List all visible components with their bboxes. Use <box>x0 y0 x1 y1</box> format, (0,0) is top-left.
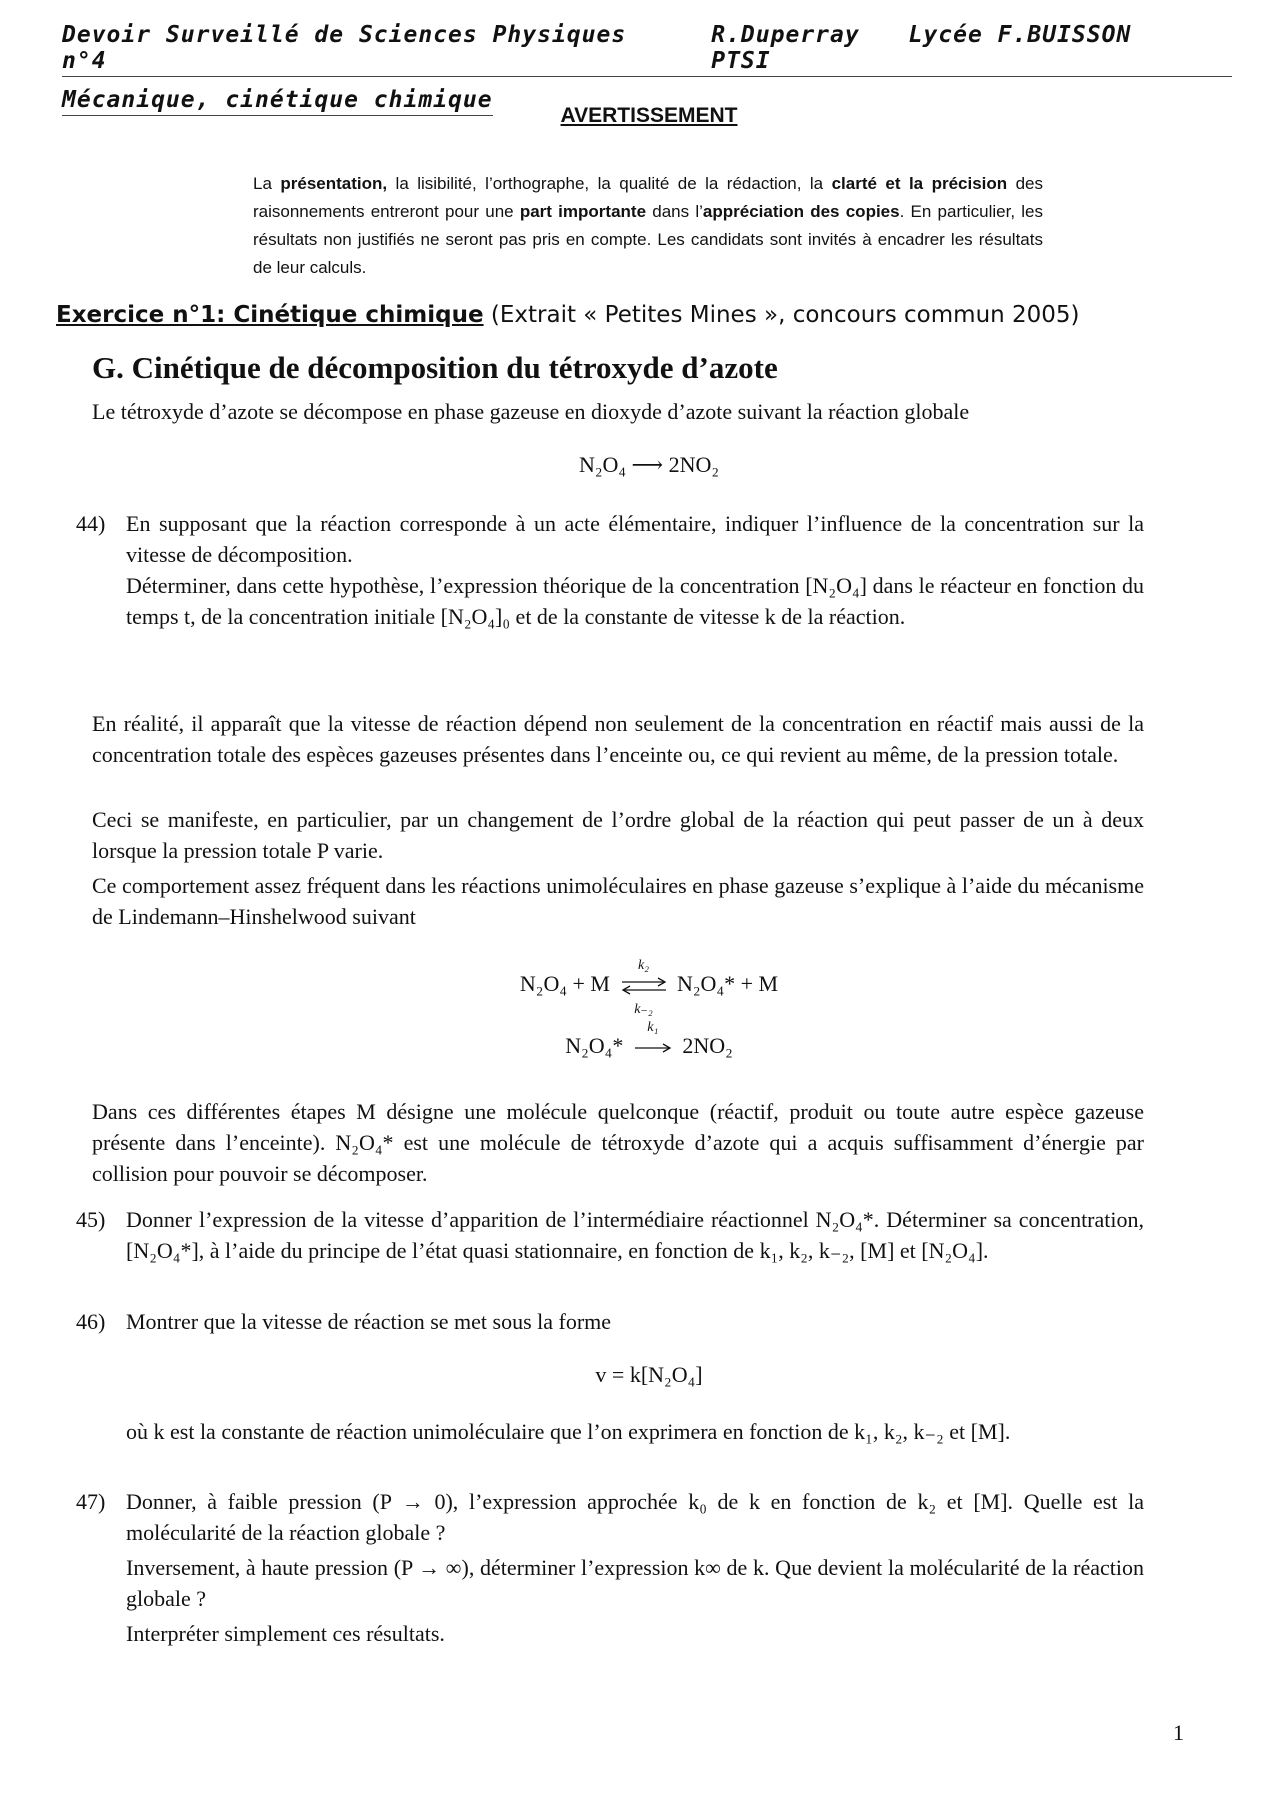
reality-paragraph-2: Ceci se manifeste, en particulier, par un changement de l’ordre global de la réaction qui peut passer de un à deux lorsque la pression totale P varie. <box>92 807 1144 863</box>
reality-paragraph-3: Ce comportement assez fréquent dans les réactions unimoléculaires en phase gazeuse s’explique à l’aide du mécanisme de Lindemann–Hinshelwood suivant <box>92 873 1144 929</box>
question-text: où k est la constante de réaction unimoléculaire que l’on exprimera en fonction de k₁, k₂, k₋₂ et [M]. <box>126 1419 1011 1444</box>
page-number: 1 <box>1173 1720 1184 1745</box>
step1-right: N₂O₄* + M <box>677 971 779 997</box>
reality-paragraph-1: En réalité, il apparaît que la vitesse de réaction dépend non seulement de la concentration en réactif mais aussi de la concentration totale des espèces gazeuses présentes dans l’enceinte ou, ce qui revient au même, de la pression totale. <box>92 711 1144 767</box>
global-reaction: N₂O₄ ⟶ 2NO₂ <box>578 452 720 477</box>
mechanism-step-2 <box>0 1020 1280 1068</box>
question-46-continued <box>76 1416 1144 1447</box>
question-text: Interpréter simplement ces résultats. <box>126 1621 445 1646</box>
exercise-heading <box>56 302 1236 328</box>
header-title: Devoir Surveillé de Sciences Physiques n°4 <box>62 22 627 74</box>
question-text: Donner l’expression de la vitesse d’apparition de l’intermédiaire réactionnel N₂O₄*. Déterminer sa concentration, [N₂O₄*], à l’aide du principe de l’état quasi stationnaire, en fonction de k₁, k₂, k₋₂, [M] et [N₂O₄]. <box>126 1207 1144 1263</box>
header-school: Lycée F.BUISSON <box>908 22 1132 48</box>
exercise-source: (Extrait « Petites Mines », concours commun 2005) <box>483 302 1080 328</box>
question-text: Montrer que la vitesse de réaction se met sous la forme <box>126 1309 612 1334</box>
question-number: 44) <box>76 511 106 536</box>
question-text: Inversement, à haute pression (P → ∞), déterminer l’expression k∞ de k. Que devient la molécularité de la réaction globale ? <box>126 1555 1144 1611</box>
question-number: 47) <box>76 1489 106 1514</box>
question-46 <box>76 1306 1144 1337</box>
mechanism-step-1 <box>0 958 1280 1017</box>
header-class: PTSI <box>711 48 771 74</box>
page-header <box>62 22 1232 116</box>
question-number: 46) <box>76 1309 106 1334</box>
right-arrow-icon <box>633 1039 673 1057</box>
mechanism-note: Dans ces différentes étapes M désigne une molécule quelconque (réactif, produit ou toute autre espèce gazeuse présente dans l’enceinte). N₂O₄* est une molécule de tétroxyde d’azote qui a acquis suffisamment d’énergie par collision pour pouvoir se décomposer. <box>92 1099 1144 1186</box>
km2-label: k₋₂ <box>634 1002 653 1017</box>
step2-left: N₂O₄* <box>565 1033 624 1059</box>
step2-right: 2NO₂ <box>682 1033 733 1059</box>
question-text: Donner, à faible pression (P → 0), l’expression approchée k₀ de k en fonction de k₂ et [M]. Quelle est la molécularité de la réaction globale ? <box>126 1489 1144 1545</box>
step1-left: N₂O₄ + M <box>519 971 610 997</box>
question-47 <box>76 1486 1144 1649</box>
question-45 <box>76 1204 1144 1266</box>
forward-arrow <box>633 1020 673 1068</box>
header-subtitle: Mécanique, cinétique chimique <box>62 87 493 116</box>
part-intro: Le tétroxyde d’azote se décompose en phase gazeuse en dioxyde d’azote suivant la réaction globale <box>92 399 970 424</box>
k2-label: k₂ <box>637 958 650 973</box>
equilibrium-arrow <box>620 958 668 1017</box>
part-title: G. Cinétique de décomposition du tétroxyde d’azote <box>92 350 778 385</box>
rate-equation: v = k[N₂O₄] <box>595 1362 703 1387</box>
equilibrium-arrow-icon <box>620 977 668 995</box>
question-44 <box>76 508 1144 632</box>
warning-text: La présentation, la lisibilité, l’orthographe, la qualité de la rédaction, la clarté et la précision des raisonnements entreront pour une part importante dans l’appréciation des copies. En particulier, les résultats non justifiés ne seront pas pris en compte. Les candidats sont invités à encadrer les résultats de leur calculs. <box>253 174 1044 277</box>
header-right <box>677 22 1232 74</box>
question-number: 45) <box>76 1207 106 1232</box>
exercise-title: Exercice n°1: Cinétique chimique <box>56 302 484 328</box>
question-text: En supposant que la réaction corresponde à un acte élémentaire, indiquer l’influence de la concentration sur la vitesse de décomposition. <box>126 511 1144 567</box>
header-author: R.Duperray <box>711 22 860 48</box>
warning-title: AVERTISSEMENT <box>560 104 738 127</box>
question-text: Déterminer, dans cette hypothèse, l’expression théorique de la concentration [N₂O₄] dans le réacteur en fonction du temps t, de la concentration initiale [N₂O₄]₀ et de la constante de vitesse k de la réaction. <box>126 573 1144 629</box>
k1-label: k₁ <box>647 1020 659 1035</box>
header-line <box>62 22 1232 77</box>
